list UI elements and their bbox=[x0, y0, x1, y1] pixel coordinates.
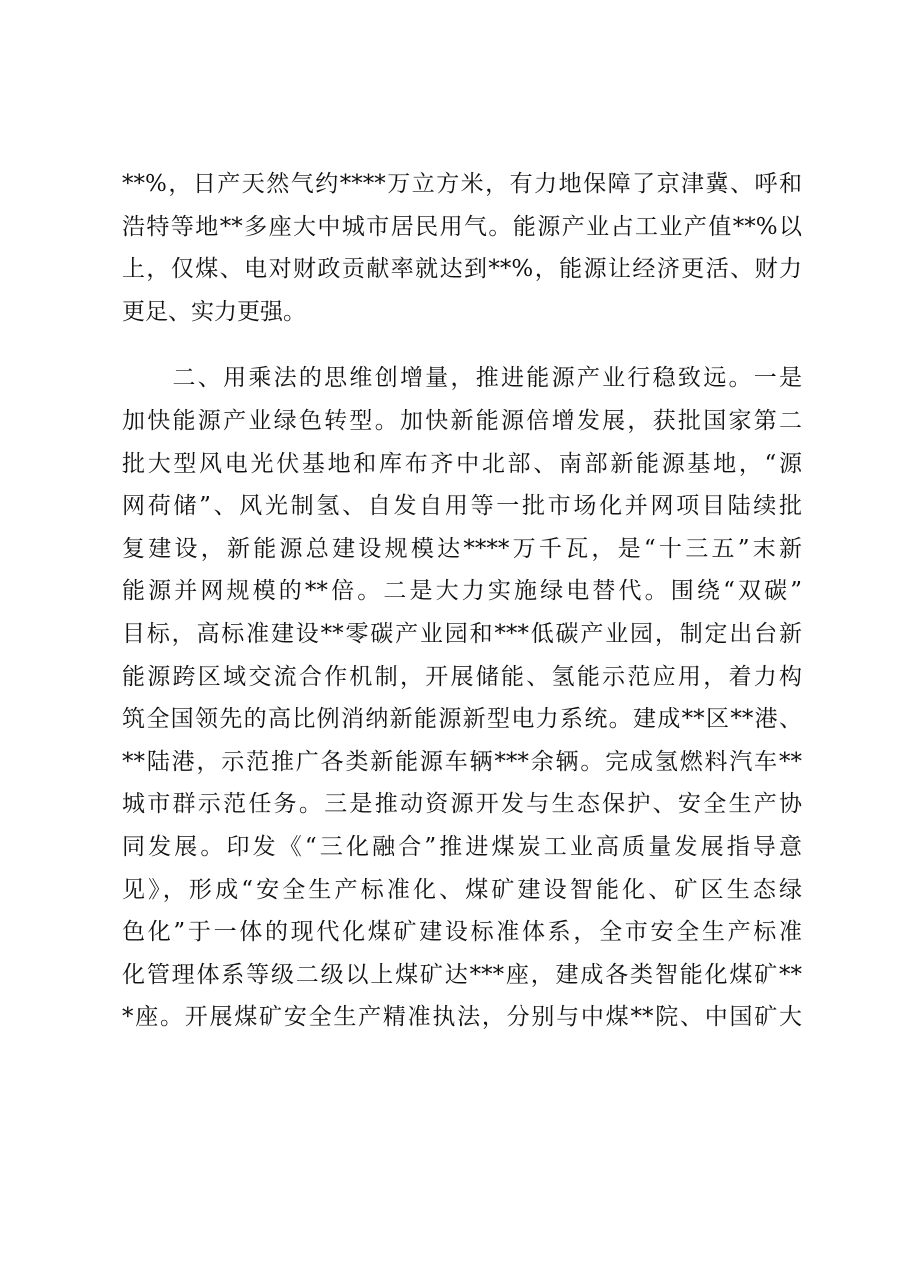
text-line: **%，日产天然气约****万立方米，有力地保障了京津冀、呼和 bbox=[122, 171, 802, 197]
text-line: 浩特等地**多座大中城市居民用气。能源产业占工业产值**%以 bbox=[122, 213, 802, 240]
text-line: 能源并网规模的**倍。二是大力实施绿电替代。围绕“双碳” bbox=[122, 578, 802, 605]
text-line: 色化”于一体的现代化煤矿建设标准体系，全市安全生产标准 bbox=[122, 919, 802, 946]
text-line: 复建设，新能源总建设规模达****万千瓦，是“十三五”末新 bbox=[122, 535, 802, 562]
text-line: 能源跨区域交流合作机制，开展储能、氢能示范应用，着力构 bbox=[122, 663, 802, 690]
text-line: 网荷储”、风光制氢、自发自用等一批市场化并网项目陆续批 bbox=[122, 493, 802, 520]
text-line: 见》，形成“安全生产标准化、煤矿建设智能化、矿区生态绿 bbox=[122, 876, 802, 903]
text-line: 目标，高标准建设**零碳产业园和***低碳产业园，制定出台新 bbox=[122, 620, 802, 647]
text-line: 上，仅煤、电对财政贡献率就达到**%，能源让经济更活、财力 bbox=[122, 256, 802, 283]
text-line: *座。开展煤矿安全生产精准执法，分别与中煤**院、中国矿大 bbox=[122, 1004, 802, 1031]
text-line: 更足、实力更强。 bbox=[122, 298, 306, 325]
text-line: 同发展。印发《“三化融合”推进煤炭工业高质量发展指导意 bbox=[122, 833, 802, 860]
text-line: 二、用乘法的思维创增量，推进能源产业行稳致远。一是 bbox=[122, 365, 802, 392]
text-line: 筑全国领先的高比例消纳新能源新型电力系统。建成**区**港、 bbox=[122, 706, 803, 733]
paragraph-2 bbox=[122, 357, 802, 1039]
text-line: 批大型风电光伏基地和库布齐中北部、南部新能源基地，“源 bbox=[122, 450, 802, 477]
text-line: **陆港，示范推广各类新能源车辆***余辆。完成氢燃料汽车** bbox=[122, 748, 802, 775]
text-line: 城市群示范任务。三是推动资源开发与生态保护、安全生产协 bbox=[122, 791, 802, 818]
paragraph-1 bbox=[122, 163, 802, 333]
text-line: 化管理体系等级二级以上煤矿达***座，建成各类智能化煤矿** bbox=[122, 961, 802, 988]
text-line: 加快能源产业绿色转型。加快新能源倍增发展，获批国家第二 bbox=[122, 407, 802, 434]
paragraph-gap bbox=[122, 333, 802, 357]
document-body bbox=[122, 163, 802, 1039]
